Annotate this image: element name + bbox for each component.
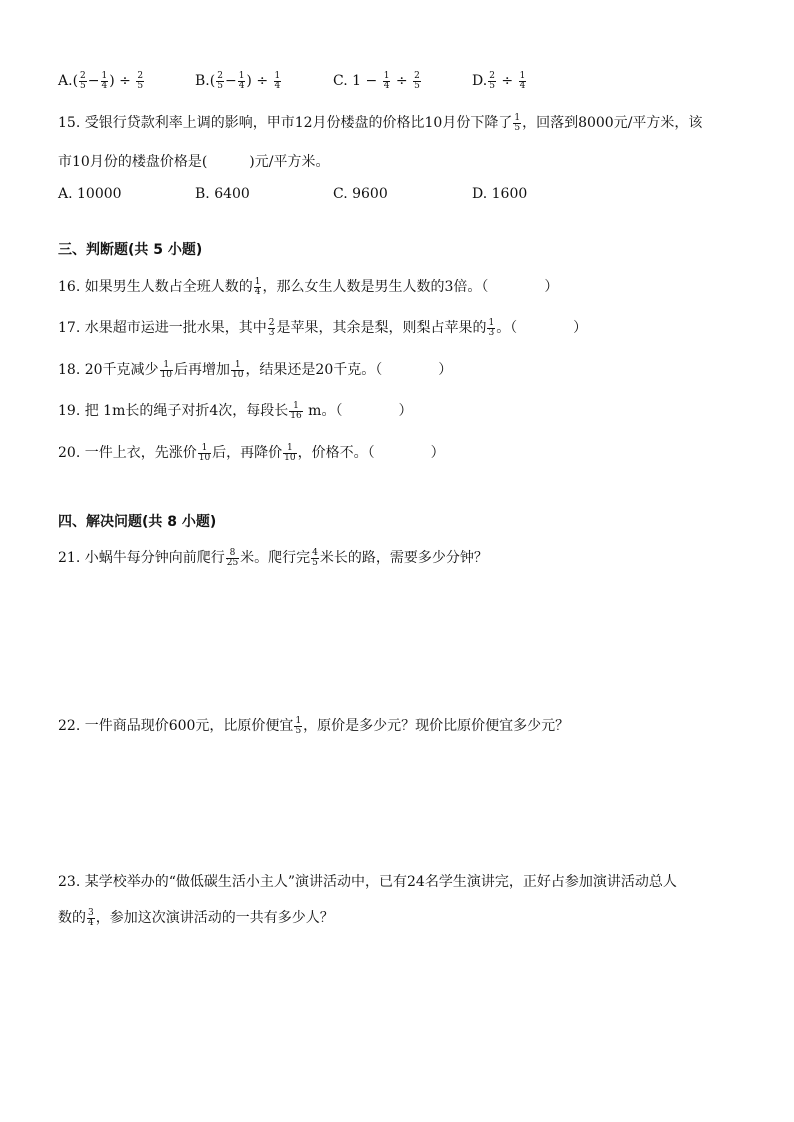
q14-option-a: A.( $\frac{2}{5}$ − $\frac{1}{4}$ ) ÷ $\frac{2}{5}$ [58,70,144,91]
fraction: $\frac{1}{4}$ [274,70,281,91]
section-heading-judgement: 三、判断题(共 5 小题) [58,242,203,258]
q14-option-b: B.( $\frac{2}{5}$ − $\frac{1}{4}$ ) ÷ $\frac{1}{4}$ [195,70,281,91]
q14-option-c: C. 1 − $\frac{1}{4}$ ÷ $\frac{2}{5}$ [333,70,420,91]
fraction: $\frac{3}{4}$ [88,907,94,928]
fraction: $\frac{1}{10}$ [231,359,244,380]
fraction: $\frac{1}{3}$ [488,317,495,338]
q14-options [58,70,618,92]
fraction: $\frac{1}{10}$ [198,442,211,463]
q22: 22. 一件商品现价600元，比原价便宜 $\frac{1}{5}$ ，原价是多少元？现价比原价便宜多少元？ [58,715,570,736]
q15-line1: 15. 受银行贷款利率上调的影响，甲市12月份楼盘的价格比10月份下降了 $\frac{1}{5}$ ，回落到8000元/平方米，该 [58,112,703,133]
q14-option-d: D. $\frac{2}{5}$ ÷ $\frac{1}{4}$ [472,70,526,91]
q15-option-a: A. 10000 [58,186,122,202]
fraction: $\frac{2}{5}$ [137,70,144,91]
q20: 20. 一件上衣，先涨价 $\frac{1}{10}$ 后，再降价 $\frac{1}{10}$ ，价格不。（ ） [58,442,445,463]
q15-option-c: C. 9600 [333,186,388,202]
q18: 18. 20千克减少 $\frac{1}{10}$ 后再增加 $\frac{1}{10}$ ，结果还是20千克。（ ） [58,359,453,380]
section-heading-problems: 四、解决问题(共 8 小题) [58,514,217,530]
fraction: $\frac{2}{3}$ [268,317,275,338]
q21: 21. 小蜗牛每分钟向前爬行 $\frac{8}{25}$ 米。爬行完 $\frac{4}{5}$ 米长的路，需要多少分钟？ [58,547,488,568]
q16: 16. 如果男生人数占全班人数的 $\frac{1}{4}$ ，那么女生人数是男生人数的3倍。（ ） [58,276,559,297]
q19: 19. 把 1m长的绳子对折4次，每段长 $\frac{1}{16}$ m。（ ） [58,400,413,421]
q17: 17. 水果超市运进一批水果，其中 $\frac{2}{3}$ 是苹果，其余是梨，则梨占苹果的 $\frac{1}{3}$ 。（ ） [58,317,588,338]
q15-option-d: D. 1600 [472,186,528,202]
q15-options [58,183,618,205]
fraction: $\frac{1}{4}$ [238,70,245,91]
fraction: $\frac{1}{5}$ [514,112,521,133]
fraction: $\frac{1}{5}$ [295,715,302,736]
fraction: $\frac{2}{5}$ [489,70,495,91]
fraction: $\frac{8}{25}$ [226,547,239,568]
fraction: $\frac{2}{5}$ [414,70,420,91]
fraction: $\frac{1}{4}$ [519,70,526,91]
q15-line2: 市10月份的楼盘价格是( )元/平方米。 [58,154,330,170]
fraction: $\frac{1}{4}$ [383,70,390,91]
fraction: $\frac{2}{5}$ [217,70,223,91]
q15-option-b: B. 6400 [195,186,250,202]
fraction: $\frac{1}{10}$ [160,359,172,380]
fraction: $\frac{1}{16}$ [290,400,302,421]
q23-line1: 23. 某学校举办的“做低碳生活小主人”演讲活动中，已有24名学生演讲完，正好占参加演讲活动总人 [58,874,677,890]
fraction: $\frac{4}{5}$ [312,547,318,568]
fraction: $\frac{1}{4}$ [254,276,261,297]
fraction: $\frac{1}{10}$ [284,442,296,463]
q23-line2: 数的 $\frac{3}{4}$ ，参加这次演讲活动的一共有多少人？ [58,907,334,928]
fraction: $\frac{2}{5}$ [80,70,86,91]
fraction: $\frac{1}{4}$ [101,70,108,91]
